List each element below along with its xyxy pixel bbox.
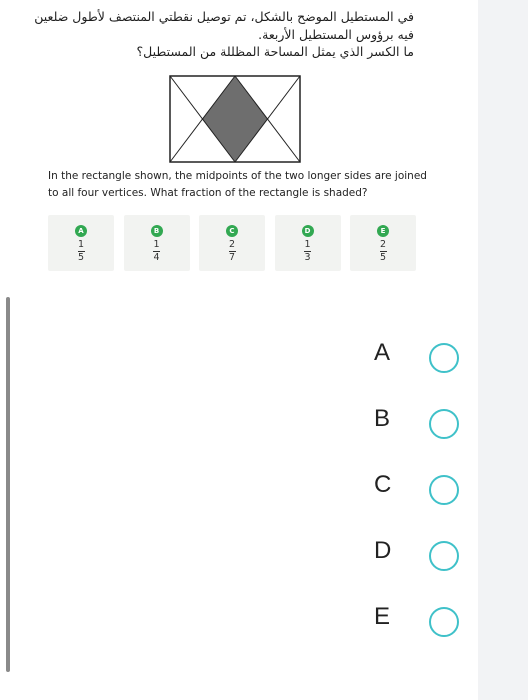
option-badge-a: A <box>75 225 87 237</box>
answer-radio-a[interactable] <box>429 343 459 373</box>
answer-row-e[interactable] <box>360 599 470 639</box>
option-cards <box>48 215 416 271</box>
option-badge-e: E <box>377 225 389 237</box>
option-fraction-b <box>153 240 160 263</box>
fraction-numerator: 2 <box>379 239 387 250</box>
answer-row-a[interactable] <box>360 335 470 375</box>
option-card-e <box>350 215 416 271</box>
option-badge-d: D <box>302 225 314 237</box>
fraction-denominator: 4 <box>153 252 160 263</box>
fraction-numerator: 1 <box>77 239 85 250</box>
answer-radio-c[interactable] <box>429 475 459 505</box>
answer-radio-d[interactable] <box>429 541 459 571</box>
option-card-c <box>199 215 265 271</box>
english-question-text: In the rectangle shown, the midpoints of the two longer sides are joined to all four vertices. What fraction of the rectangle is shaded? <box>48 170 427 199</box>
answer-row-b[interactable] <box>360 401 470 441</box>
left-scroll-indicator[interactable] <box>6 297 10 672</box>
answer-letter-e: E <box>374 603 391 630</box>
arabic-question-prompt: ما الكسر الذي يمثل المساحة المظللة من المستطيل؟ <box>136 44 414 59</box>
option-card-d <box>275 215 341 271</box>
fraction-denominator: 7 <box>228 252 236 263</box>
answer-row-d[interactable] <box>360 533 470 573</box>
fraction-numerator: 1 <box>304 239 311 250</box>
answer-row-c[interactable] <box>360 467 470 507</box>
option-badge-b: B <box>151 225 163 237</box>
answer-letter-a: A <box>374 339 391 366</box>
question-card <box>0 0 478 285</box>
fraction-denominator: 5 <box>77 252 85 263</box>
option-fraction-d <box>304 240 311 263</box>
option-fraction-e <box>380 240 387 263</box>
option-fraction-a <box>78 240 85 263</box>
answer-radio-b[interactable] <box>429 409 459 439</box>
fraction-numerator: 1 <box>153 239 160 250</box>
right-panel-strip <box>478 0 528 700</box>
answer-letter-d: D <box>374 537 392 564</box>
arabic-question-text: في المستطيل الموضح بالشكل، تم توصيل نقطتي المنتصف لأطول ضلعين فيه برؤوس المستطيل الأربعة. <box>34 9 414 42</box>
answer-radio-e[interactable] <box>429 607 459 637</box>
answer-letter-b: B <box>374 405 391 432</box>
fraction-denominator: 3 <box>304 252 311 263</box>
rectangle-figure <box>169 75 301 163</box>
option-badge-c: C <box>226 225 238 237</box>
option-fraction-c <box>229 240 236 263</box>
option-card-a <box>48 215 114 271</box>
fraction-numerator: 2 <box>228 239 236 250</box>
fraction-denominator: 5 <box>379 252 387 263</box>
option-card-b <box>124 215 190 271</box>
answer-letter-c: C <box>374 471 392 498</box>
